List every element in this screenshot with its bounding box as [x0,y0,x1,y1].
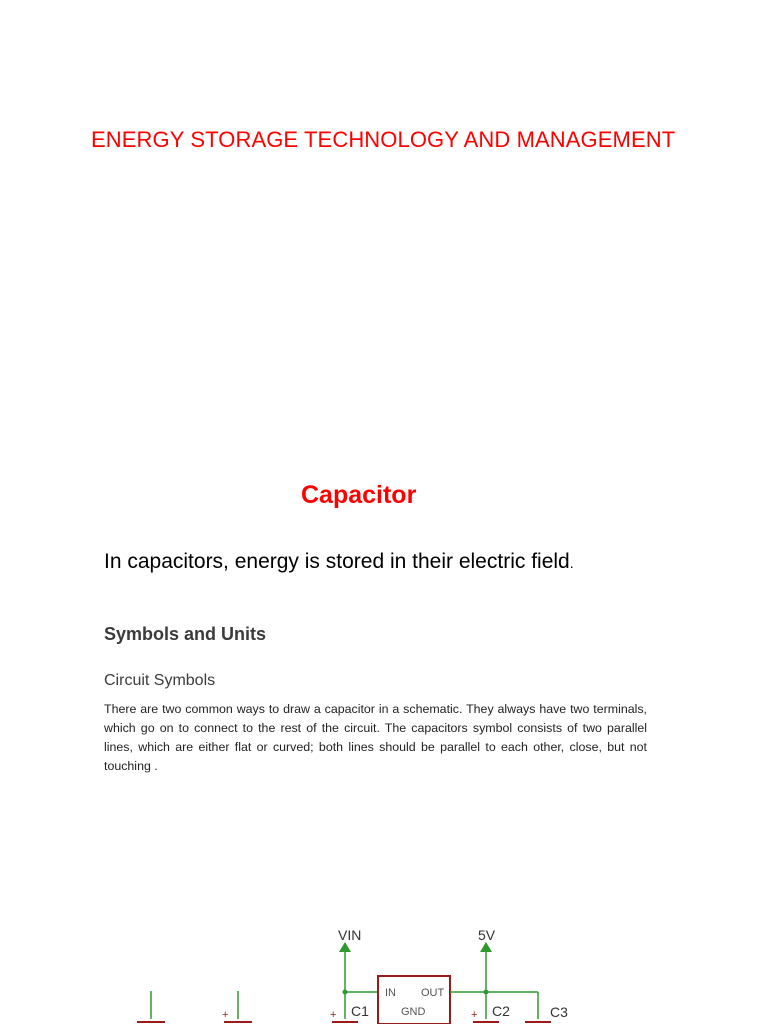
c2-plus: + [471,1009,478,1021]
regulator-in-label: IN [385,987,396,999]
regulator-out-label: OUT [421,987,445,999]
5v-label: 5V [478,927,496,943]
c1-label: C1 [351,1003,369,1019]
vin-node [330,927,378,1022]
vin-label: VIN [338,927,362,943]
body-paragraph: There are two common ways to draw a capacitor in a schematic. They always have two terminals, which go on to connect to the rest of the circuit. The capacitors symbol consists of two parallel lines, which are either flat or curved; both lines should be parallel to each other, close, but not touching . [104,702,647,773]
regulator-gnd-label: GND [401,1006,426,1018]
polarity-plus: + [222,1009,229,1021]
subsubheading: Circuit Symbols [104,672,216,689]
c3-label: C3 [550,1004,568,1020]
lead-text: In capacitors, energy is stored in their electric field [104,550,570,573]
subheading: Symbols and Units [104,624,267,644]
c1-plus: + [330,1009,337,1021]
voltage-regulator [378,976,450,1024]
capacitor-symbol-flat [137,991,165,1022]
c2-label: C2 [492,1003,510,1019]
lead-paragraph [104,550,574,574]
section-heading: Capacitor [301,481,417,509]
document-title: ENERGY STORAGE TECHNOLOGY AND MANAGEMENT [91,127,676,152]
capacitor-symbol-polarized [222,991,252,1022]
output-node [450,927,568,1022]
lead-period: . [569,555,574,571]
capacitor-schematic [100,918,700,1024]
